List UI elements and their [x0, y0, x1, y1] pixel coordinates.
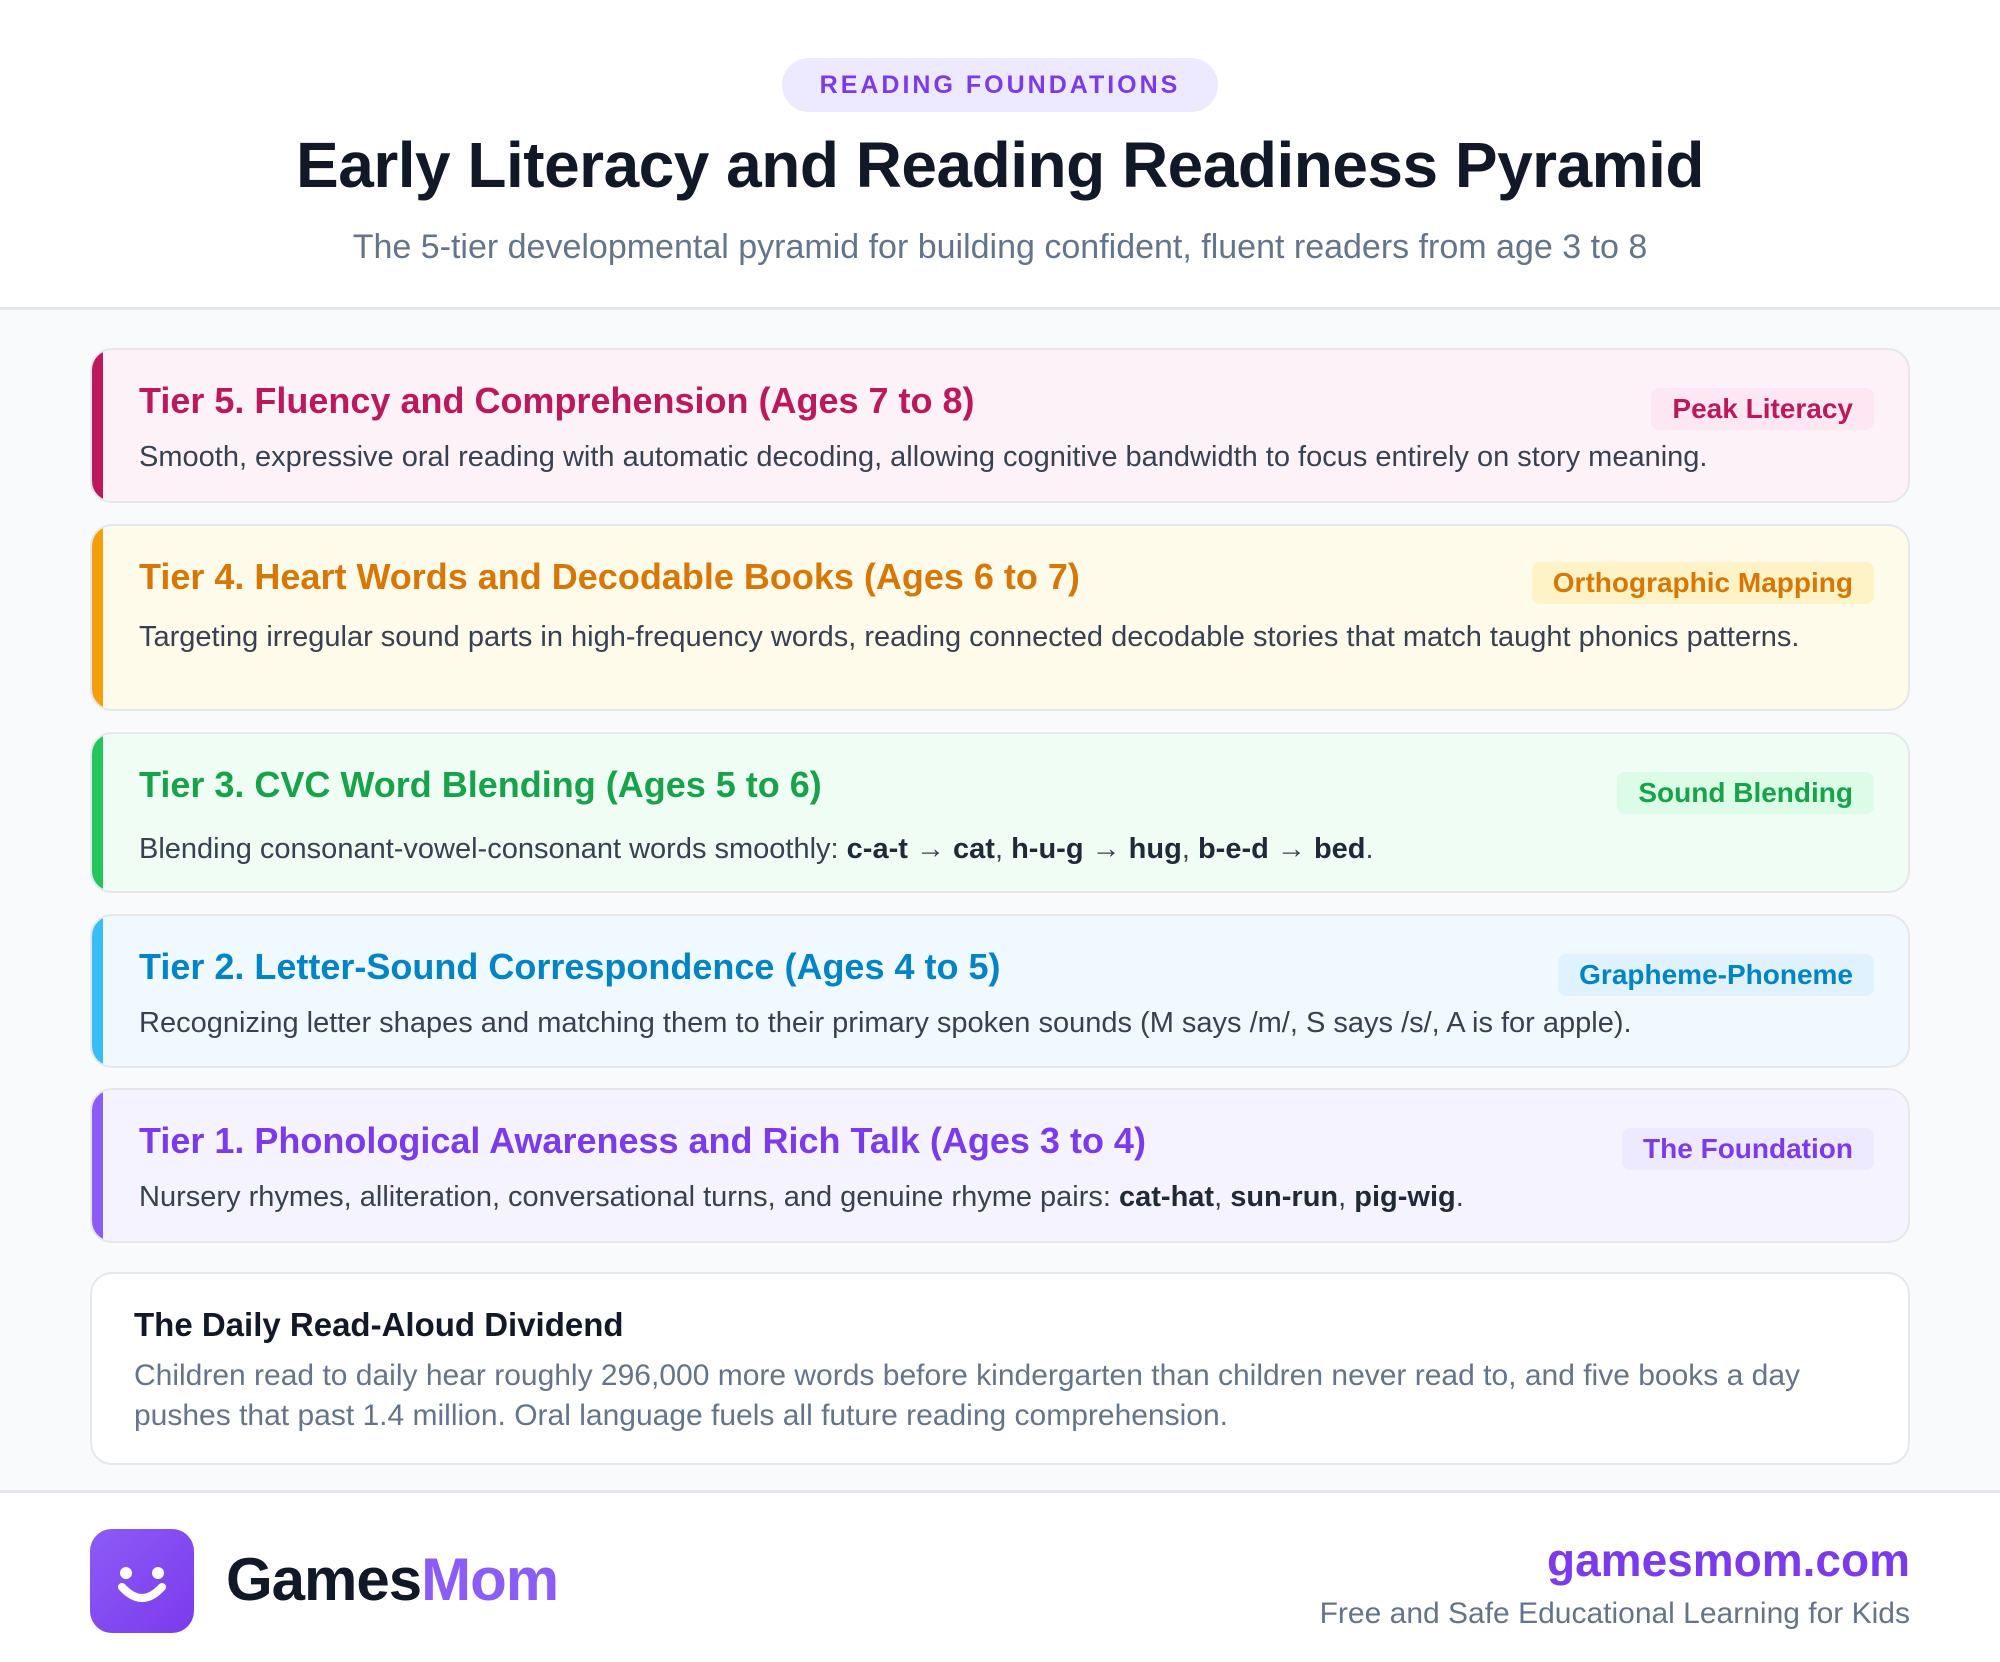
- tier-description-prefix: Blending consonant-vowel-consonant words smoothly:: [139, 833, 847, 865]
- tier-description: [139, 1180, 1808, 1214]
- tier-description: Recognizing letter shapes and matching them to their primary spoken sounds (M says /m/, S says /s/, A is for apple).: [139, 1007, 1632, 1039]
- tier-1-card: [90, 1088, 1910, 1243]
- page-subtitle: The 5-tier developmental pyramid for building confident, fluent readers from age 3 to 8: [352, 228, 1648, 266]
- arrow-icon: →: [915, 833, 945, 865]
- tier-2-card: [90, 914, 1910, 1068]
- blend-sounds: h-u-g: [1011, 833, 1084, 865]
- tier-description: Targeting irregular sound parts in high-frequency words, reading connected decodable stories that match taught phonics patterns.: [139, 621, 1800, 653]
- tier-accent-bar: [92, 526, 103, 709]
- tier-description: [139, 832, 1808, 866]
- arrow-icon: →: [1276, 833, 1306, 865]
- tier-description-prefix: Nursery rhymes, alliteration, conversational turns, and genuine rhyme pairs:: [139, 1181, 1120, 1213]
- site-link[interactable]: gamesmom.com: [1546, 1534, 1910, 1586]
- brand-name-part2: Mom: [421, 1546, 559, 1613]
- tier-3-card: [90, 732, 1910, 893]
- tier-badge: Peak Literacy: [1651, 388, 1874, 430]
- period: .: [1455, 1181, 1464, 1213]
- tier-badge: Grapheme-Phoneme: [1558, 954, 1874, 996]
- arrow-icon: →: [1091, 833, 1121, 865]
- blend-word: hug: [1128, 833, 1182, 865]
- tier-title: Tier 5. Fluency and Comprehension (Ages 7 to 8): [139, 380, 975, 421]
- separator: ,: [1214, 1181, 1231, 1213]
- smiley-icon: [90, 1529, 194, 1633]
- callout-title: The Daily Read-Aloud Dividend: [134, 1306, 624, 1343]
- tier-description: Smooth, expressive oral reading with automatic decoding, allowing cognitive bandwidth to focus entirely on story meaning.: [139, 441, 1708, 473]
- tier-5-card: [90, 348, 1910, 503]
- page-title: Early Literacy and Reading Readiness Pyramid: [296, 129, 1704, 201]
- tier-badge: Sound Blending: [1617, 772, 1874, 814]
- separator: ,: [1181, 833, 1198, 865]
- tier-title: Tier 1. Phonological Awareness and Rich Talk (Ages 3 to 4): [139, 1120, 1146, 1161]
- blend-word: cat: [953, 833, 995, 865]
- tier-title: Tier 2. Letter-Sound Correspondence (Ages 4 to 5): [139, 946, 1001, 987]
- rhyme-pair: pig-wig: [1354, 1181, 1456, 1213]
- site-tagline: Free and Safe Educational Learning for Kids: [1319, 1597, 1910, 1630]
- separator: ,: [994, 833, 1012, 865]
- brand-name-part1: Games: [226, 1546, 422, 1613]
- rhyme-pair: cat-hat: [1119, 1181, 1215, 1213]
- read-aloud-callout: [90, 1272, 1910, 1465]
- tier-accent-bar: [92, 734, 103, 891]
- tier-accent-bar: [92, 350, 103, 501]
- page-header: [0, 0, 2000, 310]
- tier-accent-bar: [92, 1090, 103, 1241]
- eyebrow-badge: READING FOUNDATIONS: [782, 58, 1218, 112]
- separator: ,: [1338, 1181, 1355, 1213]
- blend-sounds: c-a-t: [846, 833, 908, 865]
- tier-badge: The Foundation: [1622, 1128, 1874, 1170]
- blend-word: bed: [1313, 833, 1366, 865]
- tier-4-card: [90, 524, 1910, 711]
- tier-title: Tier 3. CVC Word Blending (Ages 5 to 6): [139, 764, 822, 805]
- brand-name[interactable]: [226, 1545, 558, 1614]
- page-footer: [0, 1490, 2000, 1662]
- tier-badge: Orthographic Mapping: [1532, 562, 1874, 604]
- rhyme-pair: sun-run: [1230, 1181, 1339, 1213]
- blend-sounds: b-e-d: [1197, 833, 1269, 865]
- tier-accent-bar: [92, 916, 103, 1066]
- callout-text: Children read to daily hear roughly 296,000 more words before kindergarten than children never read to, and five books a day pushes that past 1.4 million. Oral language fuels all future reading comprehension.: [134, 1359, 1801, 1432]
- brand-logo[interactable]: [90, 1529, 194, 1633]
- tier-title: Tier 4. Heart Words and Decodable Books (Ages 6 to 7): [139, 556, 1080, 597]
- period: .: [1365, 833, 1374, 865]
